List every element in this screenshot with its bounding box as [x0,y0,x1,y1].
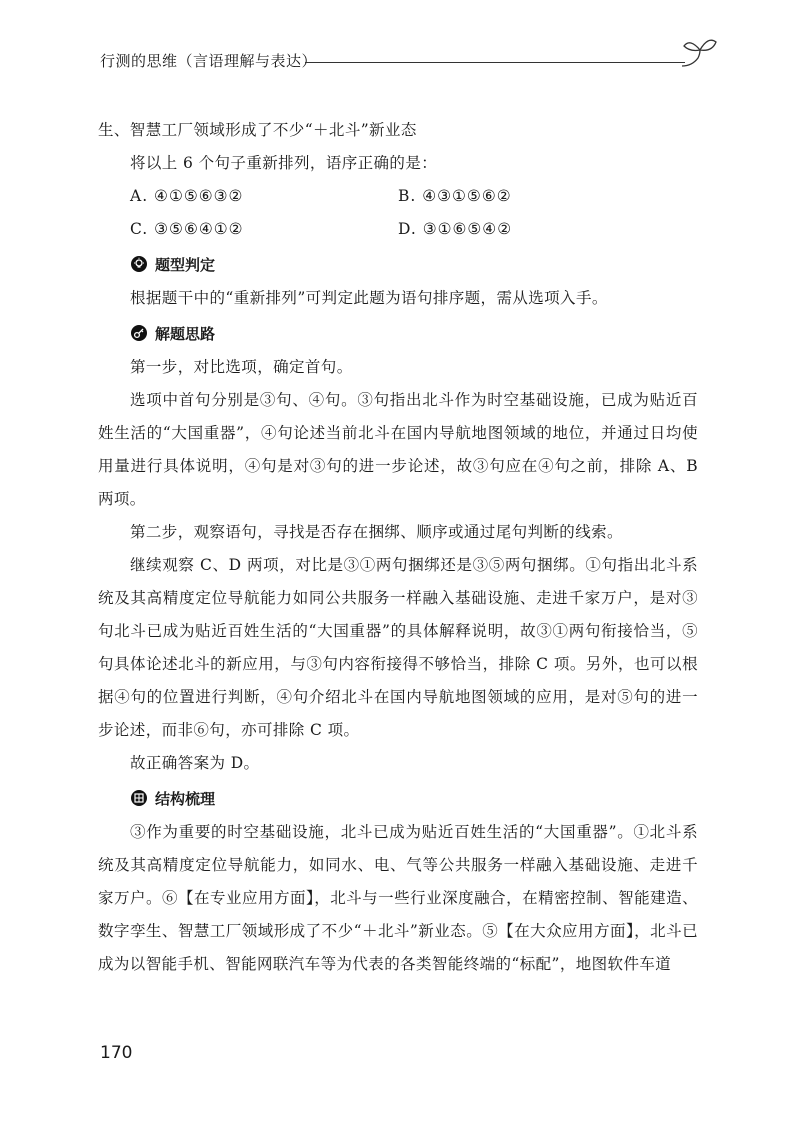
page-number: 170 [100,1043,133,1063]
header-title: 行测的思维（言语理解与表达） [100,52,318,70]
type-judgment-text: 根据题干中的“重新排列”可判定此题为语句排序题，需从选项入手。 [130,289,608,307]
section-title: 题型判定 [155,255,216,274]
solution-step-1-detail: 选项中首句分别是③句、④句。③句指出北斗作为时空基础设施，已成为贴近百姓生活的“大国重器”，④句论述当前北斗在国内导航地图领域的地位，并通过日均使用量进行具体说明，④句是对③句的进一步论述，故③句应在④句之前，排除 A、B 两项。 [98,391,698,508]
option-c: C. ③⑤⑥④①② [130,220,244,238]
solution-step-1: 第一步，对比选项，确定首句。 [130,358,353,376]
key-icon [131,325,147,341]
section-structure [98,780,698,816]
question-prompt: 将以上 6 个句子重新排列，语序正确的是： [130,154,438,172]
option-b: B. ④③①⑤⑥② [398,187,512,205]
solution-step-2-detail: 继续观察 C、D 两项，对比是③①两句捆绑还是③⑤两句捆绑。①句指出北斗系统及其高精度定位导航能力如同公共服务一样融入基础设施、走进千家万户，是对③句北斗已成为贴近百姓生活的“大国重器”的具体解释说明，故③①两句衔接恰当，⑤句具体论述北斗的新应用，与③句内容衔接得不够恰当，排除 C 项。另外，也可以根据④句的位置进行判断，④句介绍北斗在国内导航地图领域的应用，是对⑤句的进一步论述，而非⑥句，亦可排除 C 项。 [98,556,698,739]
lightbulb-icon [131,256,147,272]
section-solution [98,315,698,351]
sprout-icon [678,36,720,70]
option-a: A. ④①⑤⑥③② [130,187,244,205]
solution-step-2: 第二步，观察语句，寻找是否存在捆绑、顺序或通过尾句判断的线索。 [130,523,623,541]
section-type-judgment [98,246,698,282]
structure-icon [131,790,147,806]
section-title: 结构梳理 [155,789,216,808]
question-continuation: 生、智慧工厂领域形成了不少“＋北斗”新业态 [98,121,417,139]
section-title: 解题思路 [155,324,216,343]
running-header [100,46,720,76]
solution-answer: 故正确答案为 D。 [130,754,260,772]
structure-text: ③作为重要的时空基础设施，北斗已成为贴近百姓生活的“大国重器”。①北斗系统及其高精度定位导航能力，如同水、电、气等公共服务一样融入基础设施、走进千家万户。⑥【在专业应用方面】，北斗与一些行业深度融合，在精密控制、智能建造、数字孪生、智慧工厂领域形成了不少“＋北斗”新业态。⑤【在大众应用方面】，北斗已成为以智能手机、智能网联汽车等为代表的各类智能终端的“标配”，地图软件车道 [98,823,698,973]
options-row-1 [98,180,698,213]
page-content [98,114,698,981]
header-rule [305,62,685,63]
options-row-2 [98,213,698,246]
option-d: D. ③①⑥⑤④② [398,220,513,238]
